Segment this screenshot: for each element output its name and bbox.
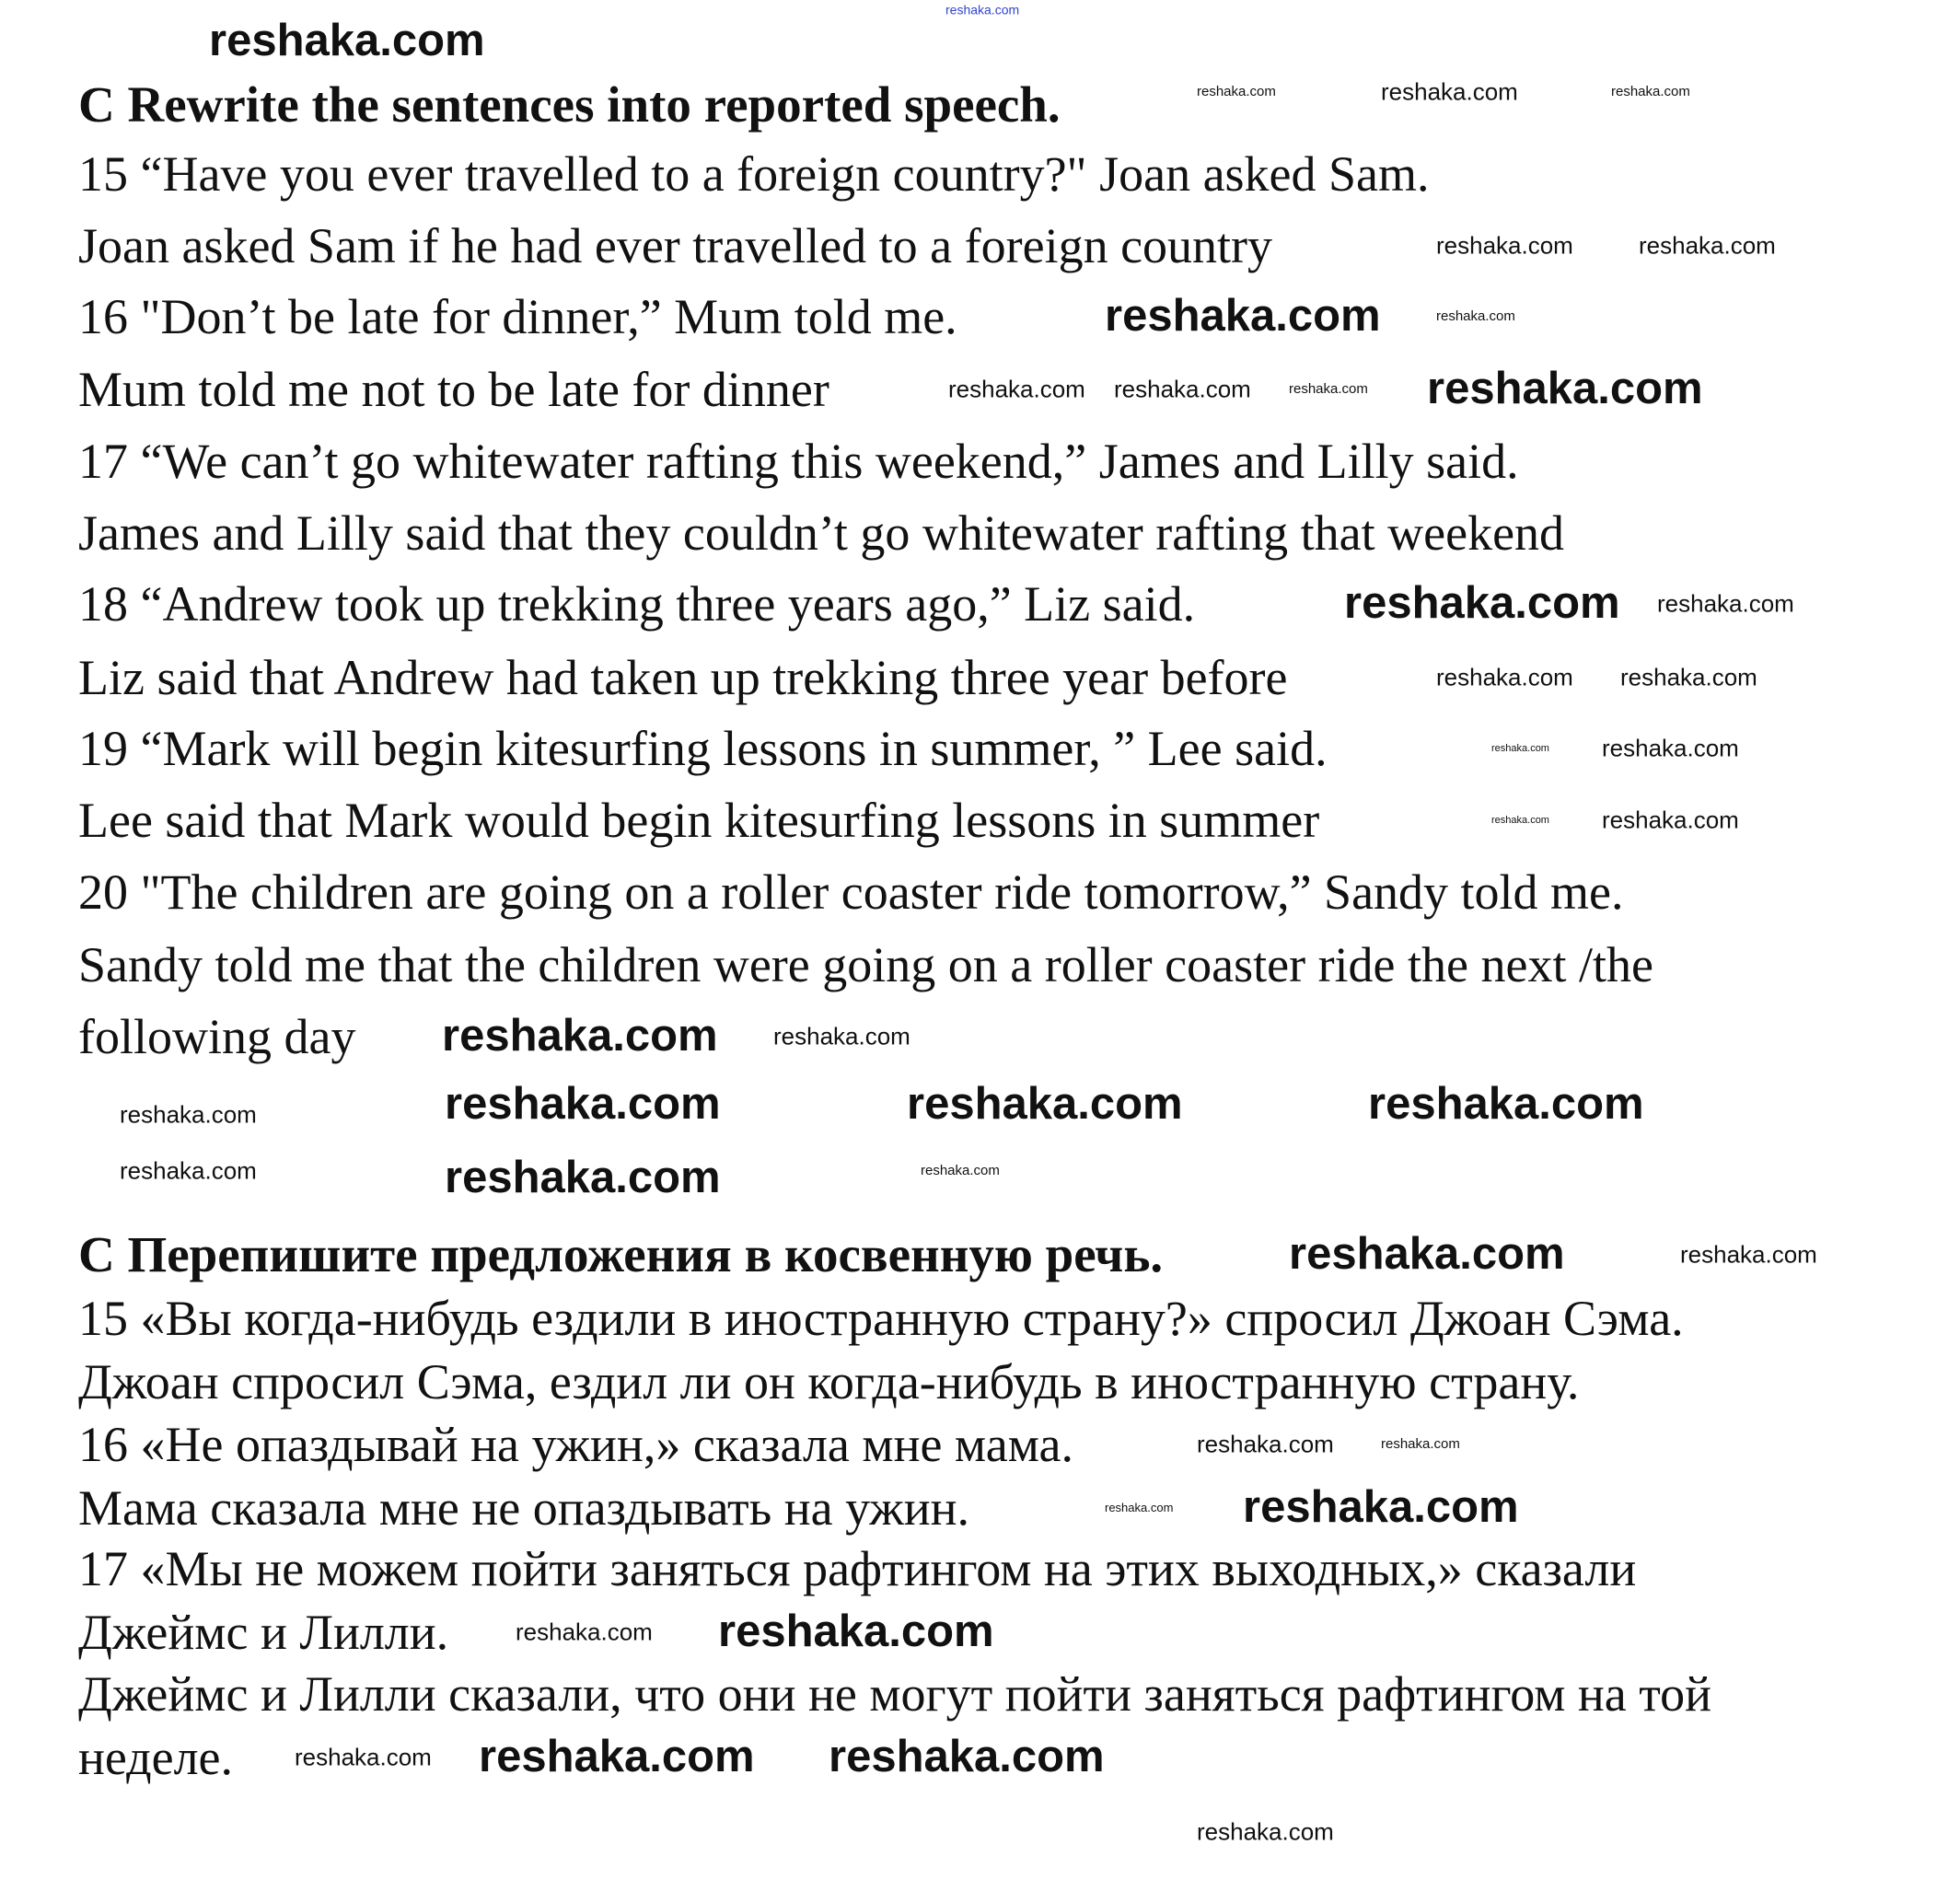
answer-line: Joan asked Sam if he had ever travelled to a foreign country [78, 218, 1273, 273]
watermark: reshaka.com [948, 375, 1085, 403]
watermark: reshaka.com [1381, 77, 1518, 106]
watermark: reshaka.com [1289, 1229, 1565, 1280]
watermark: reshaka.com [1620, 663, 1757, 691]
watermark: reshaka.com [209, 16, 485, 66]
answer-line: following day [78, 1009, 356, 1064]
answer-line: Sandy told me that the children were going on a roller coaster ride the next /the [78, 937, 1653, 992]
watermark: reshaka.com [1197, 1430, 1334, 1458]
question-line: 16 «Не опаздывай на ужин,» сказала мне мама. [78, 1417, 1073, 1472]
question-line: 20 "The children are going on a roller coaster ride tomorrow,” Sandy told me. [78, 864, 1624, 920]
answer-line: Джеймс и Лилли сказали, что они не могут пойти заняться рафтингом на той [78, 1666, 1712, 1722]
watermark: reshaka.com [1368, 1079, 1644, 1130]
watermark: reshaka.com [479, 1732, 755, 1782]
watermark: reshaka.com [445, 1079, 721, 1130]
question-line: Джеймс и Лилли. [78, 1605, 449, 1660]
question-line: 15 “Have you ever travelled to a foreign country?" Joan asked Sam. [78, 146, 1430, 202]
watermark: reshaka.com [1657, 589, 1794, 618]
watermark: reshaka.com [1680, 1240, 1817, 1269]
answer-line: Liz said that Andrew had taken up trekking three year before [78, 650, 1288, 705]
watermark: reshaka.com [1381, 1435, 1460, 1452]
watermark: reshaka.com [1436, 663, 1573, 691]
watermark: reshaka.com [1105, 291, 1381, 342]
watermark: reshaka.com [1602, 806, 1739, 834]
section-heading: C Rewrite the sentences into reported speech. [78, 76, 1061, 133]
answer-line: Мама сказала мне не опаздывать на ужин. [78, 1480, 970, 1536]
answer-line: James and Lilly said that they couldn’t go whitewater rafting that weekend [78, 505, 1565, 561]
watermark: reshaka.com [1114, 375, 1251, 403]
watermark: reshaka.com [1289, 380, 1368, 397]
watermark: reshaka.com [1197, 1817, 1334, 1846]
watermark: reshaka.com [445, 1153, 721, 1203]
watermark: reshaka.com [442, 1011, 718, 1061]
watermark: reshaka.com [1491, 814, 1549, 826]
watermark: reshaka.com [1436, 307, 1515, 324]
question-line: 18 “Andrew took up trekking three years ago,” Liz said. [78, 576, 1196, 632]
answer-line: Lee said that Mark would begin kitesurfing lessons in summer [78, 793, 1320, 848]
watermark: reshaka.com [921, 1162, 1000, 1178]
watermark: reshaka.com [1602, 734, 1739, 762]
answer-line: неделе. [78, 1730, 234, 1785]
watermark: reshaka.com [1491, 742, 1549, 754]
watermark: reshaka.com [829, 1732, 1105, 1782]
question-line: 16 "Don’t be late for dinner,” Mum told me. [78, 289, 957, 344]
watermark: reshaka.com [1427, 364, 1703, 414]
watermark: reshaka.com [945, 2, 1020, 17]
watermark: reshaka.com [907, 1079, 1183, 1130]
watermark: reshaka.com [1639, 231, 1776, 260]
watermark: reshaka.com [1197, 83, 1276, 99]
watermark: reshaka.com [1436, 231, 1573, 260]
section-heading: С Перепишите предложения в косвенную речь. [78, 1226, 1164, 1282]
watermark: reshaka.com [120, 1156, 257, 1185]
watermark: reshaka.com [1105, 1500, 1174, 1514]
watermark: reshaka.com [718, 1606, 994, 1657]
watermark: reshaka.com [773, 1022, 910, 1050]
question-line: 17 «Мы не можем пойти заняться рафтингом на этих выходных,» сказали [78, 1541, 1637, 1596]
answer-line: Mum told me not to be late for dinner [78, 362, 829, 417]
question-line: 17 “We can’t go whitewater rafting this weekend,” James and Lilly said. [78, 434, 1519, 489]
answer-line: Джоан спросил Сэма, ездил ли он когда-нибудь в иностранную страну. [78, 1354, 1580, 1409]
watermark: reshaka.com [295, 1743, 432, 1771]
watermark: reshaka.com [120, 1100, 257, 1129]
watermark: reshaka.com [1243, 1482, 1519, 1533]
question-line: 15 «Вы когда-нибудь ездили в иностранную страну?» спросил Джоан Сэма. [78, 1291, 1684, 1346]
watermark: reshaka.com [516, 1618, 653, 1646]
watermark: reshaka.com [1611, 83, 1690, 99]
watermark: reshaka.com [1344, 578, 1620, 629]
question-line: 19 “Mark will begin kitesurfing lessons in summer, ” Lee said. [78, 721, 1328, 776]
